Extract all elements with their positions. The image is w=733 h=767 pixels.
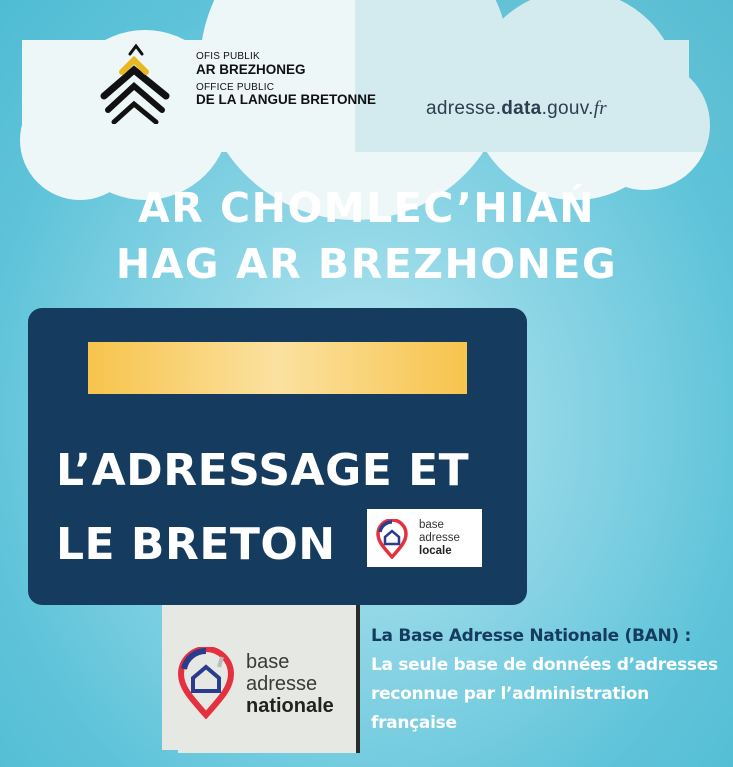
ban-line3: française bbox=[371, 713, 457, 733]
street-sign bbox=[28, 308, 527, 605]
site-prefix: adresse. bbox=[426, 98, 502, 119]
ban-line2: reconnue par l’administration bbox=[371, 684, 649, 704]
ban-word1: base bbox=[246, 651, 290, 673]
bal-word2: adresse bbox=[419, 532, 460, 544]
breton-title-line2: HAG AR BREZHONEG bbox=[115, 240, 618, 288]
base-adresse-nationale-logo bbox=[162, 605, 352, 750]
ofis-line3: OFFICE PUBLIC bbox=[196, 81, 275, 93]
bal-word1: base bbox=[419, 519, 444, 531]
location-pin-icon bbox=[375, 519, 409, 559]
ofis-line2: AR BREZHONEG bbox=[196, 61, 306, 77]
ofis-publik-logo bbox=[100, 44, 170, 124]
base-adresse-locale-logo bbox=[367, 509, 482, 567]
ban-line1: La seule base de données d’adresses bbox=[371, 655, 718, 675]
ofis-line4: DE LA LANGUE BRETONNE bbox=[196, 92, 377, 108]
site-mid: .gouv. bbox=[541, 98, 594, 119]
ban-word2: adresse bbox=[246, 673, 318, 695]
site-tld: fr bbox=[593, 98, 607, 119]
cloud-header bbox=[0, 0, 733, 160]
ban-word3: nationale bbox=[246, 695, 334, 717]
french-title-line1: L’ADRESSAGE ET bbox=[56, 445, 470, 496]
ban-description bbox=[371, 622, 731, 738]
site-bold: data bbox=[501, 98, 542, 119]
site-address bbox=[426, 98, 607, 120]
breton-title-line1: AR CHOMLEC’HIAŃ bbox=[137, 184, 596, 232]
ban-heading: La Base Adresse Nationale (BAN) : bbox=[371, 626, 692, 646]
bal-word3: locale bbox=[419, 545, 452, 557]
french-title-line2: LE BRETON bbox=[56, 519, 336, 570]
breton-title bbox=[0, 180, 733, 292]
ofis-publik-name bbox=[196, 52, 376, 107]
ofis-line1: OFIS PUBLIK bbox=[196, 51, 260, 62]
location-pin-icon bbox=[176, 647, 236, 719]
gold-bar bbox=[88, 342, 467, 394]
